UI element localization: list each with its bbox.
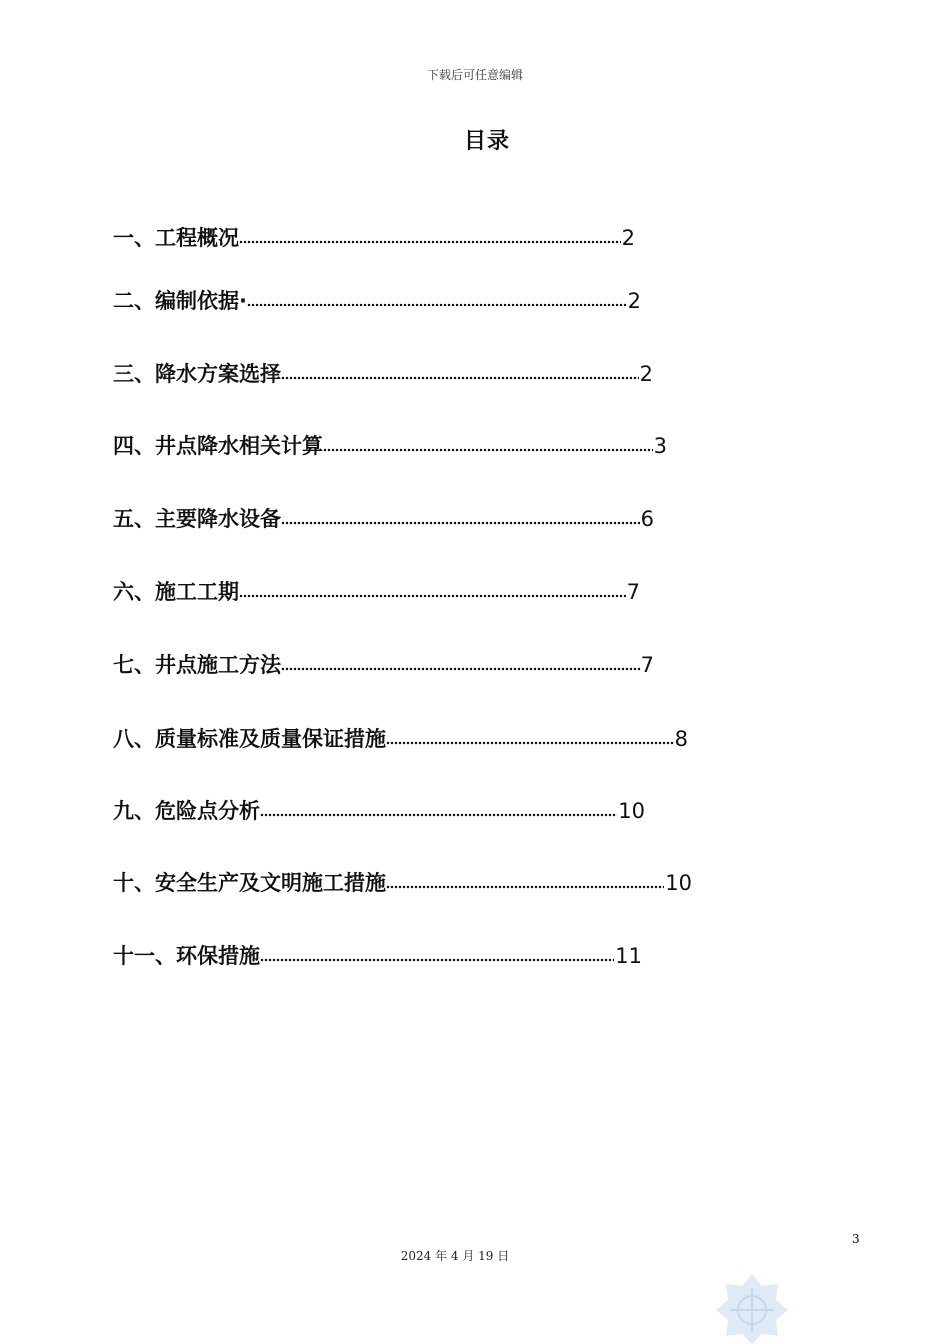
- toc-entry[interactable]: [113, 796, 645, 826]
- toc-entry-label: 八、质量标准及质量保证措施: [113, 727, 386, 751]
- toc-entry-label: 二、编制依据·: [113, 289, 247, 313]
- dot-leader: [260, 941, 614, 971]
- watermark-logo-icon: [712, 1270, 792, 1344]
- dot-leader: [281, 504, 640, 534]
- dot-leader: [239, 577, 626, 607]
- toc-entry-label: 九、危险点分析: [113, 799, 260, 823]
- toc-entry[interactable]: [113, 286, 641, 316]
- toc-entry[interactable]: [113, 359, 653, 389]
- toc-entry-page: 2: [639, 362, 653, 386]
- page-number: 3: [852, 1232, 860, 1246]
- toc-entry-label: 十一、环保措施: [113, 944, 260, 968]
- dot-leader: [281, 359, 639, 389]
- toc-entry-label: 五、主要降水设备: [113, 507, 281, 531]
- toc-entry-label: 一、工程概况: [113, 226, 239, 250]
- toc-entry-page: 10: [665, 871, 692, 895]
- footer-date: 2024 年 4 月 19 日: [400, 1249, 510, 1263]
- toc-entry-page: 3: [653, 434, 667, 458]
- toc-entry-label: 十、安全生产及文明施工措施: [113, 871, 386, 895]
- toc-entry-label: 四、井点降水相关计算: [113, 434, 323, 458]
- dot-leader: [281, 650, 640, 680]
- toc-entry[interactable]: [113, 504, 654, 534]
- toc-entry-page: 2: [627, 289, 641, 313]
- toc-entry[interactable]: [113, 941, 642, 971]
- toc-entry[interactable]: [113, 431, 667, 461]
- toc-entry-page: 8: [674, 727, 688, 751]
- toc-entry-label: 七、井点施工方法: [113, 653, 281, 677]
- toc-entry-page: 10: [618, 799, 645, 823]
- toc-title: 目录: [463, 129, 510, 154]
- toc-entry[interactable]: [113, 650, 654, 680]
- dot-leader: [239, 223, 621, 253]
- dot-leader: [386, 868, 664, 898]
- header-note: 下载后可任意编辑: [426, 68, 523, 82]
- toc-entry-label: 三、降水方案选择: [113, 362, 281, 386]
- toc-entry[interactable]: [113, 223, 635, 253]
- toc-entry-page: 6: [640, 507, 654, 531]
- toc-entry[interactable]: [113, 577, 640, 607]
- toc-entry-page: 11: [615, 944, 642, 968]
- dot-leader: [247, 286, 627, 316]
- toc-entry[interactable]: [113, 868, 692, 898]
- dot-leader: [323, 431, 653, 461]
- toc-entry[interactable]: [113, 724, 688, 754]
- toc-entry-page: 7: [640, 653, 654, 677]
- toc-entry-label: 六、施工工期: [113, 580, 239, 604]
- toc-entry-page: 7: [626, 580, 640, 604]
- toc-entry-page: 2: [621, 226, 635, 250]
- dot-leader: [260, 796, 617, 826]
- dot-leader: [386, 724, 674, 754]
